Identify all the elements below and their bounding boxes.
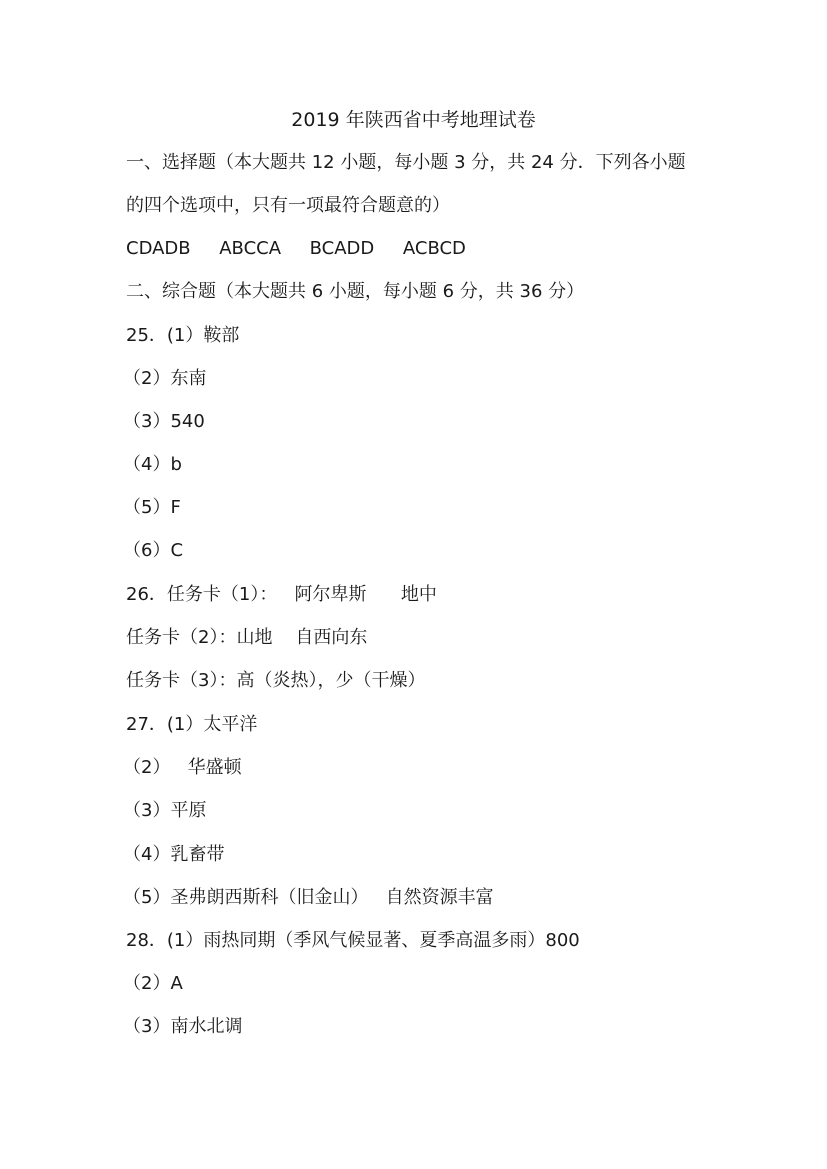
q28-answer-3: （3）南水北调 bbox=[123, 1016, 243, 1037]
q27-answer-2: （2） 华盛顿 bbox=[123, 757, 242, 778]
q26-answer-2: 任务卡（2）：山地 自西向东 bbox=[126, 627, 368, 648]
q27-answer-5: （5）圣弗朗西斯科（旧金山） 自然资源丰富 bbox=[123, 887, 494, 908]
q27-answer-4: （4）乳畜带 bbox=[123, 844, 225, 865]
q27-answer-3: （3）平原 bbox=[123, 800, 207, 821]
q25-answer-3: （3）540 bbox=[123, 411, 205, 432]
q25-answer-4: （4）b bbox=[123, 454, 182, 475]
q25-answer-6: （6）C bbox=[123, 540, 184, 561]
q26-answer-3: 任务卡（3）：高（炎热），少（干燥） bbox=[126, 670, 426, 691]
document-title: 2019 年陕西省中考地理试卷 bbox=[291, 109, 536, 131]
q28-answer-2: （2）A bbox=[123, 973, 183, 994]
q28-answer-1: 28．(1）雨热同期（季风气候显著、夏季高温多雨）800 bbox=[126, 930, 580, 951]
q25-answer-1: 25．(1）鞍部 bbox=[126, 325, 240, 346]
q25-answer-5: （5）F bbox=[123, 497, 181, 518]
q25-answer-2: （2）东南 bbox=[123, 368, 207, 389]
section1-heading-line2: 的四个选项中，只有一项最符合题意的） bbox=[126, 195, 450, 216]
section1-answers: CDADB ABCCA BCADD ACBCD bbox=[126, 238, 466, 259]
section1-heading-line1: 一、选择题（本大题共 12 小题，每小题 3 分，共 24 分．下列各小题 bbox=[126, 152, 686, 173]
q26-answer-1: 26．任务卡（1）： 阿尔卑斯 地中 bbox=[126, 584, 437, 605]
section2-heading: 二、综合题（本大题共 6 小题，每小题 6 分，共 36 分） bbox=[126, 281, 585, 302]
q27-answer-1: 27．(1）太平洋 bbox=[126, 714, 258, 735]
